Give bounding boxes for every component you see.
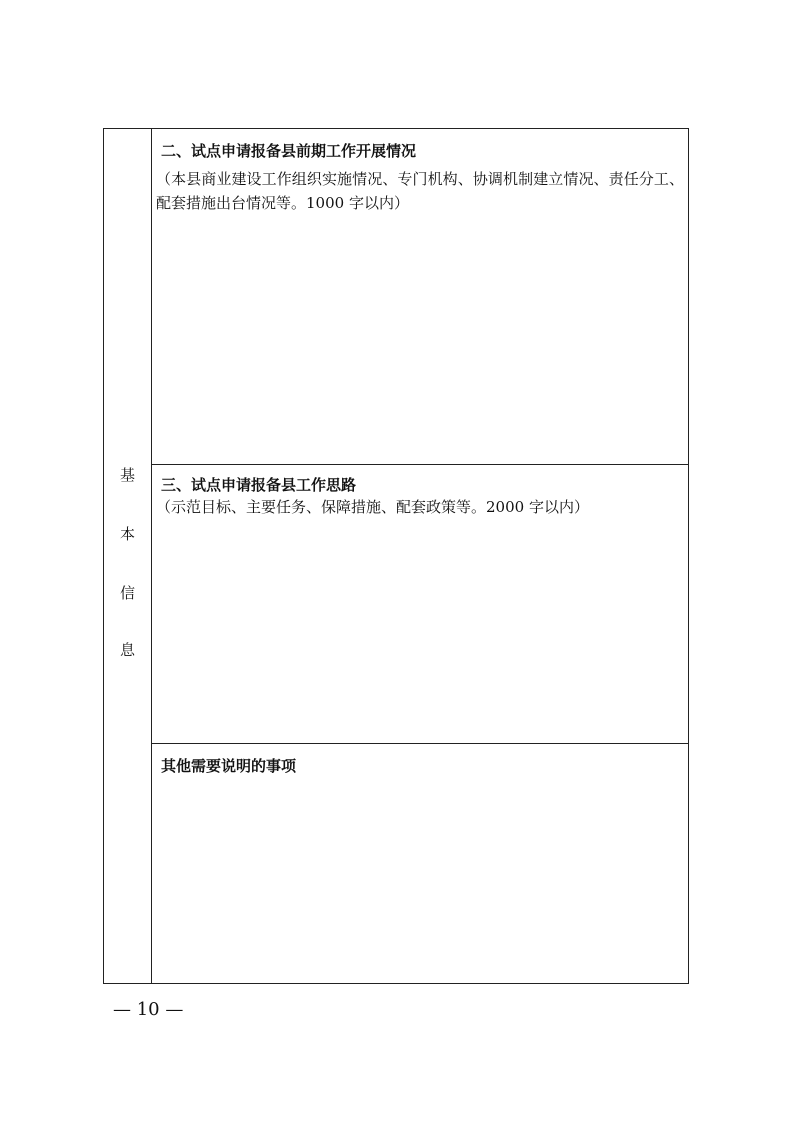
- side-label-char: 基: [119, 466, 135, 484]
- section-title: 其他需要说明的事项: [161, 757, 297, 775]
- section-other-matters[interactable]: [152, 744, 688, 984]
- section-instructions: （本县商业建设工作组织实施情况、专门机构、协调机制建立情况、责任分工、配套措施出台情况等。1000 字以内）: [156, 170, 684, 212]
- section-work-plan[interactable]: [152, 465, 688, 744]
- section-preliminary-work[interactable]: [152, 129, 688, 465]
- section-title: 三、试点申请报备县工作思路: [161, 476, 357, 494]
- side-label-char: 本: [119, 525, 135, 543]
- section-title: 二、试点申请报备县前期工作开展情况: [161, 142, 417, 160]
- page-number: — 10 —: [113, 999, 184, 1020]
- info-form-table: [103, 128, 689, 984]
- section-instructions: （示范目标、主要任务、保障措施、配套政策等。2000 字以内）: [156, 498, 589, 516]
- side-label-char: 信: [119, 584, 135, 602]
- side-label-char: 息: [119, 641, 135, 659]
- basic-info-label-column: [104, 129, 152, 983]
